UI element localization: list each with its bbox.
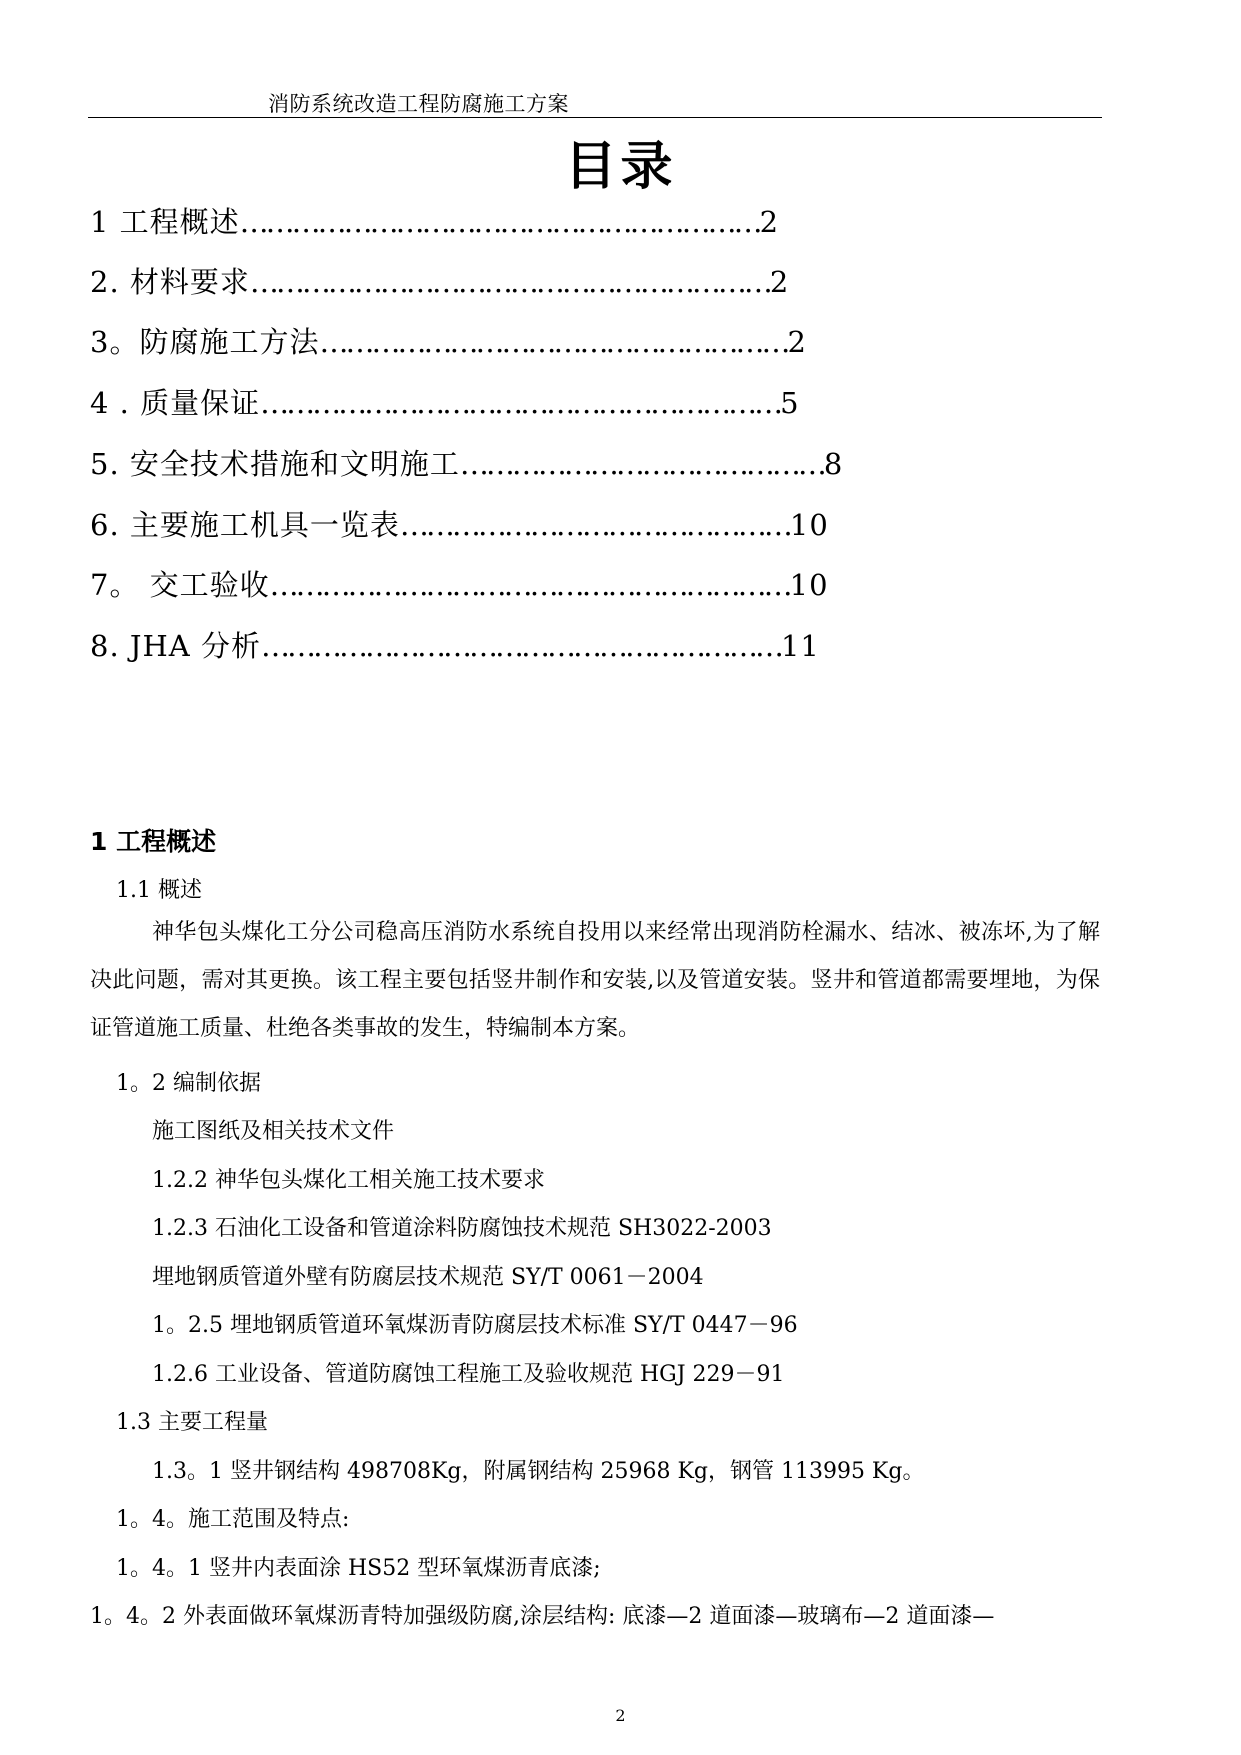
- basis-item: 1。2.5 埋地钢质管道环氧煤沥青防腐层技术标准 SY/T 0447－96: [152, 1313, 798, 1338]
- toc-leader-dots: ……………………………………………………: [260, 386, 781, 420]
- toc-leader-dots: ……………………………………………………: [239, 205, 760, 239]
- toc-title: 目录: [564, 137, 677, 197]
- toc-entry-label: 8. JHA 分析: [90, 629, 261, 663]
- subsection-title: 1.1 概述: [116, 878, 202, 903]
- running-header: 消防系统改造工程防腐施工方案: [268, 92, 569, 116]
- toc-leader-dots: ………………………………………: [399, 508, 790, 542]
- basis-item: 1.2.2 神华包头煤化工相关施工技术要求: [152, 1168, 545, 1193]
- subsection-title: 1。2 编制依据: [116, 1071, 261, 1096]
- toc-entry[interactable]: [90, 563, 829, 604]
- toc-entry[interactable]: [90, 260, 789, 301]
- header-rule: [88, 117, 1102, 118]
- toc-entry-label: 2. 材料要求: [90, 265, 250, 299]
- overview-paragraph: 神华包头煤化工分公司稳高压消防水系统自投用以来经常出现消防栓漏水、结冰、被冻坏,为了解决此问题，需对其更换。该工程主要包括竖井制作和安装,以及管道安装。竖井和管道都需要埋地，为保证管道施工质量、杜绝各类事故的发生，特编制本方案。: [90, 920, 1100, 1041]
- section-heading: 1 工程概述: [90, 827, 217, 856]
- toc-entry-label: 7。 交工验收: [90, 568, 270, 602]
- basis-item: 1.2.6 工业设备、管道防腐蚀工程施工及验收规范 HGJ 229－91: [152, 1362, 785, 1387]
- quantity-item: 1.3。1 竖井钢结构 498708Kg，附属钢结构 25968 Kg，钢管 113995 Kg。: [152, 1459, 925, 1484]
- toc-entry-page: 10: [789, 508, 829, 542]
- toc-entry-page: 5: [780, 386, 800, 420]
- toc-entry-label: 5. 安全技术措施和文明施工: [90, 447, 460, 481]
- subsection-title: 1。4。施工范围及特点:: [116, 1507, 350, 1532]
- scope-item: 1。4。2 外表面做环氧煤沥青特加强级防腐,涂层结构: 底漆—2 道面漆—玻璃布—2 道面漆—: [90, 1604, 995, 1629]
- toc-entry-page: 11: [780, 629, 820, 663]
- toc-entry-page: 2: [769, 265, 790, 299]
- toc-entry[interactable]: [90, 624, 820, 665]
- toc-entry-page: 2: [759, 205, 780, 239]
- toc-leader-dots: ……………………………………………………: [269, 568, 790, 602]
- toc-entry-label: 4 . 质量保证: [90, 386, 261, 420]
- basis-item: 施工图纸及相关技术文件: [152, 1119, 395, 1144]
- basis-item: 埋地钢质管道外壁有防腐层技术规范 SY/T 0061－2004: [152, 1265, 704, 1290]
- toc-entry[interactable]: [90, 381, 800, 422]
- toc-leader-dots: ……………………………………: [459, 447, 824, 481]
- toc-entry[interactable]: [90, 442, 843, 483]
- scope-item: 1。4。1 竖井内表面涂 HS52 型环氧煤沥青底漆;: [116, 1556, 601, 1581]
- toc-entry-label: 1 工程概述: [90, 205, 240, 239]
- toc-leader-dots: ……………………………………………………: [249, 265, 770, 299]
- toc-entry[interactable]: [90, 503, 829, 544]
- subsection-title: 1.3 主要工程量: [116, 1410, 268, 1435]
- basis-item: 1.2.3 石油化工设备和管道涂料防腐蚀技术规范 SH3022-2003: [152, 1216, 772, 1241]
- page-number: 2: [615, 1706, 626, 1725]
- toc-entry-label: 6. 主要施工机具一览表: [90, 508, 400, 542]
- toc-entry[interactable]: [90, 320, 807, 361]
- toc-entry-page: 2: [787, 325, 807, 359]
- toc-entry-label: 3。防腐施工方法: [90, 325, 320, 359]
- toc-leader-dots: ………………………………………………: [319, 325, 788, 359]
- toc-entry-page: 8: [823, 447, 844, 481]
- toc-entry[interactable]: [90, 200, 779, 241]
- toc-leader-dots: ……………………………………………………: [260, 629, 781, 663]
- toc-entry-page: 10: [789, 568, 829, 602]
